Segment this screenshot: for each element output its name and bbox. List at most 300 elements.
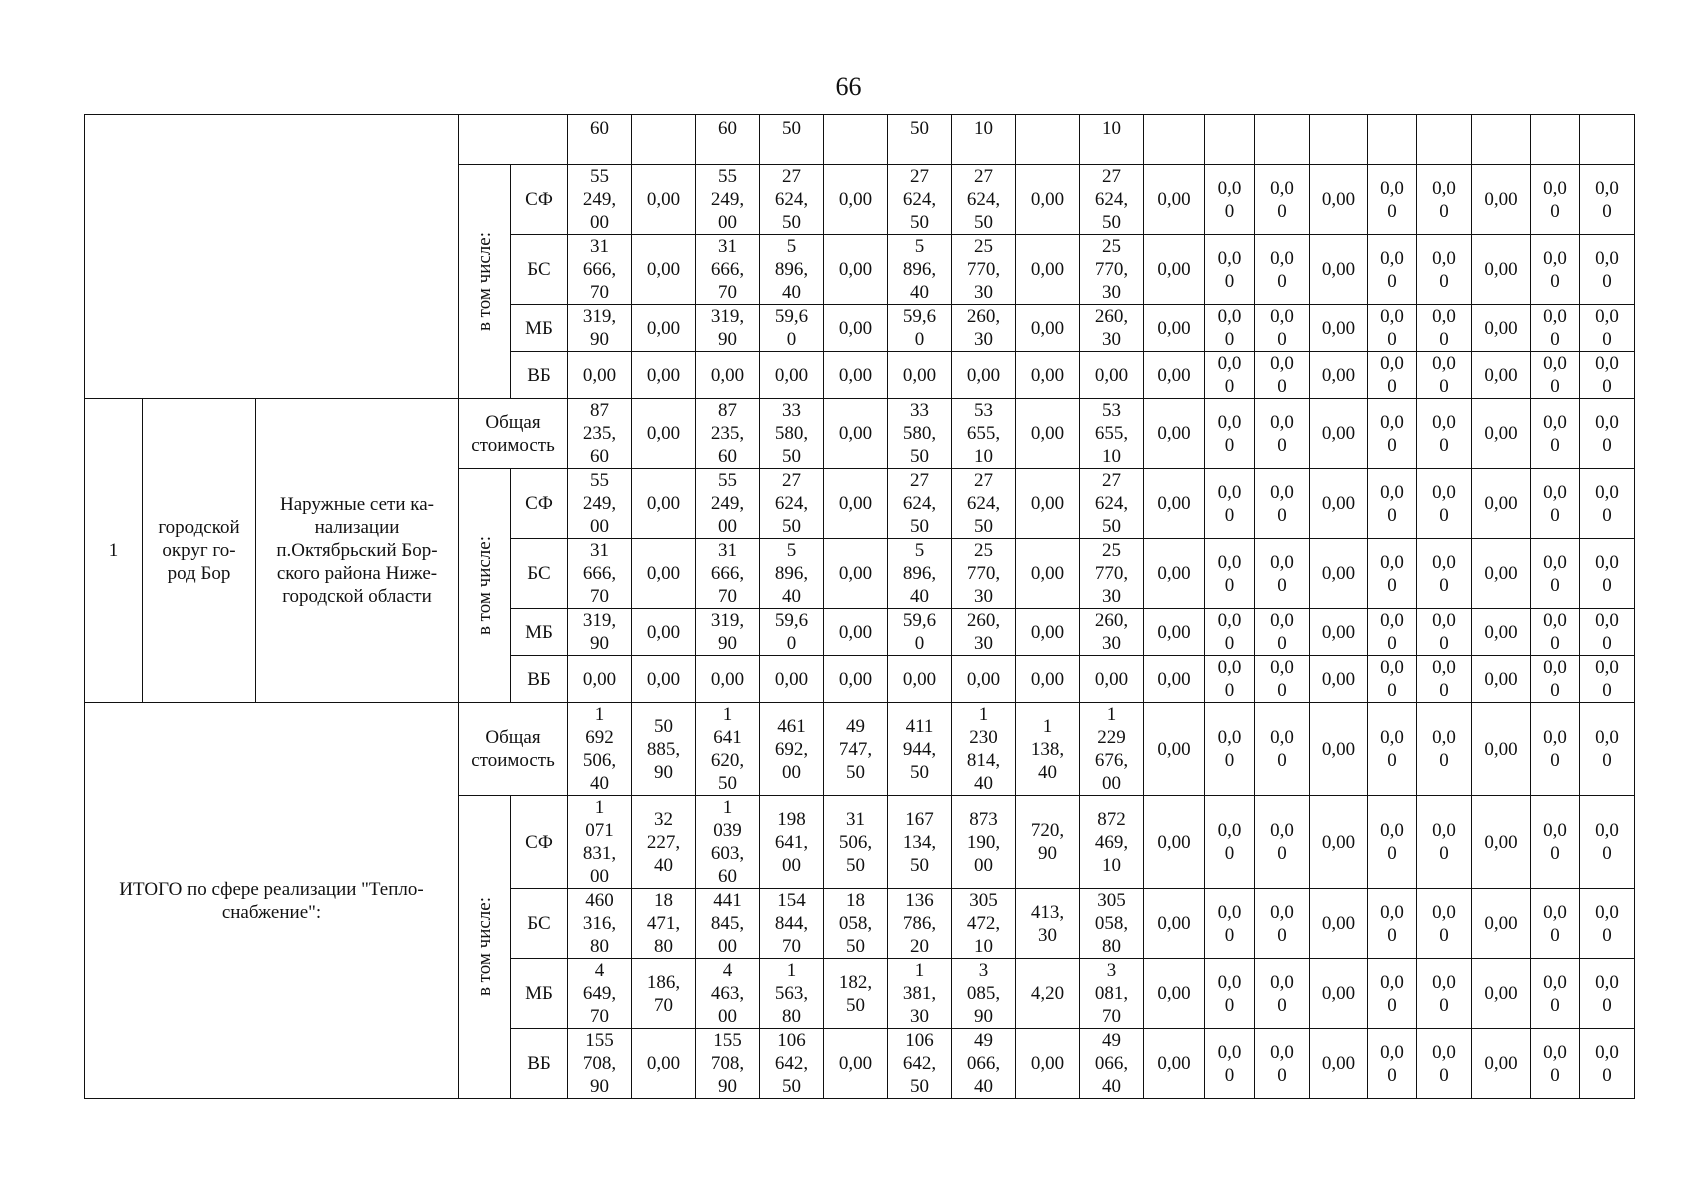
value-cell: 0,0 0 bbox=[1417, 352, 1472, 399]
value-cell: 1 381, 30 bbox=[888, 959, 952, 1029]
value-cell: 0,00 bbox=[1144, 796, 1205, 889]
value-cell: 0,0 0 bbox=[1580, 305, 1635, 352]
value-cell: 1 039 603, 60 bbox=[696, 796, 760, 889]
value-cell: 59,6 0 bbox=[888, 305, 952, 352]
funding-source-label: БС bbox=[511, 235, 568, 305]
value-cell: 87 235, 60 bbox=[696, 399, 760, 469]
value-cell: 0,00 bbox=[1472, 889, 1531, 959]
value-cell: 0,0 0 bbox=[1417, 889, 1472, 959]
municipality-name: городской округ го- род Бор bbox=[143, 399, 256, 703]
value-cell: 0,0 0 bbox=[1368, 165, 1417, 235]
value-cell: 0,0 0 bbox=[1580, 609, 1635, 656]
value-cell: 49 066, 40 bbox=[952, 1029, 1016, 1099]
value-cell: 0,0 0 bbox=[1580, 235, 1635, 305]
value-cell: 106 642, 50 bbox=[888, 1029, 952, 1099]
funding-source-label: БС bbox=[511, 539, 568, 609]
value-cell: 0,00 bbox=[1080, 352, 1144, 399]
value-cell: 0,0 0 bbox=[1531, 539, 1580, 609]
funding-source-label: ВБ bbox=[511, 352, 568, 399]
value-cell: 0,0 0 bbox=[1205, 165, 1255, 235]
value-cell: 0,0 0 bbox=[1255, 399, 1310, 469]
value-cell: 0,00 bbox=[1144, 399, 1205, 469]
value-cell: 0,0 0 bbox=[1368, 539, 1417, 609]
value-cell: 0,0 0 bbox=[1255, 165, 1310, 235]
value-cell: 0,0 0 bbox=[1580, 539, 1635, 609]
funding-source-label: МБ bbox=[511, 305, 568, 352]
value-cell: 0,00 bbox=[1144, 1029, 1205, 1099]
total-cost-label: Общая стоимость bbox=[459, 703, 568, 796]
value-cell: 0,00 bbox=[888, 352, 952, 399]
value-cell: 0,0 0 bbox=[1580, 656, 1635, 703]
value-cell: 319, 90 bbox=[696, 305, 760, 352]
funding-source-label: МБ bbox=[511, 959, 568, 1029]
value-cell: 1 138, 40 bbox=[1016, 703, 1080, 796]
value-cell: 0,0 0 bbox=[1417, 703, 1472, 796]
value-cell: 0,00 bbox=[1310, 235, 1368, 305]
value-cell: 0,0 0 bbox=[1531, 703, 1580, 796]
value-cell: 1 230 814, 40 bbox=[952, 703, 1016, 796]
value-cell: 0,0 0 bbox=[1205, 539, 1255, 609]
value-cell: 0,00 bbox=[824, 235, 888, 305]
value-cell: 0,0 0 bbox=[1368, 305, 1417, 352]
value-cell: 319, 90 bbox=[696, 609, 760, 656]
value-cell: 461 692, 00 bbox=[760, 703, 824, 796]
value-cell: 0,0 0 bbox=[1368, 703, 1417, 796]
value-cell: 25 770, 30 bbox=[952, 539, 1016, 609]
value-cell: 106 642, 50 bbox=[760, 1029, 824, 1099]
funding-source-label: СФ bbox=[511, 469, 568, 539]
value-cell: 0,00 bbox=[1016, 609, 1080, 656]
value-cell: 3 081, 70 bbox=[1080, 959, 1144, 1029]
value-cell: 0,0 0 bbox=[1255, 796, 1310, 889]
value-cell: 49 066, 40 bbox=[1080, 1029, 1144, 1099]
value-cell: 305 472, 10 bbox=[952, 889, 1016, 959]
value-cell: 0,00 bbox=[1310, 352, 1368, 399]
value-cell: 0,00 bbox=[632, 352, 696, 399]
value-cell bbox=[1255, 115, 1310, 165]
value-cell: 0,0 0 bbox=[1205, 609, 1255, 656]
value-cell: 33 580, 50 bbox=[760, 399, 824, 469]
value-cell: 0,00 bbox=[1144, 609, 1205, 656]
value-cell: 10 bbox=[1080, 115, 1144, 165]
value-cell: 0,0 0 bbox=[1531, 609, 1580, 656]
value-cell bbox=[1417, 115, 1472, 165]
in-total-vertical-label bbox=[459, 165, 511, 399]
value-cell: 0,00 bbox=[1310, 656, 1368, 703]
value-cell: 0,0 0 bbox=[1368, 399, 1417, 469]
value-cell bbox=[1472, 115, 1531, 165]
in-total-vertical-label bbox=[459, 796, 511, 1099]
value-cell: 18 471, 80 bbox=[632, 889, 696, 959]
value-cell: 50 bbox=[888, 115, 952, 165]
value-cell: 0,00 bbox=[824, 539, 888, 609]
value-cell: 0,00 bbox=[760, 656, 824, 703]
value-cell: 0,00 bbox=[1472, 609, 1531, 656]
value-cell: 0,00 bbox=[1310, 609, 1368, 656]
value-cell: 0,00 bbox=[1472, 469, 1531, 539]
value-cell: 0,0 0 bbox=[1531, 305, 1580, 352]
value-cell: 0,0 0 bbox=[1531, 165, 1580, 235]
vertical-text: в том числе: bbox=[474, 897, 495, 997]
value-cell: 0,00 bbox=[568, 352, 632, 399]
value-cell: 5 896, 40 bbox=[760, 235, 824, 305]
value-cell: 0,0 0 bbox=[1255, 352, 1310, 399]
value-cell: 0,0 0 bbox=[1368, 352, 1417, 399]
funding-source-label: СФ bbox=[511, 796, 568, 889]
total-cost-label: Общая стоимость bbox=[459, 399, 568, 469]
value-cell: 55 249, 00 bbox=[568, 469, 632, 539]
value-cell: 0,0 0 bbox=[1580, 399, 1635, 469]
value-cell: 0,0 0 bbox=[1368, 1029, 1417, 1099]
value-cell: 25 770, 30 bbox=[952, 235, 1016, 305]
value-cell: 0,00 bbox=[1144, 165, 1205, 235]
value-cell: 0,0 0 bbox=[1255, 539, 1310, 609]
value-cell: 4 649, 70 bbox=[568, 959, 632, 1029]
value-cell: 0,0 0 bbox=[1368, 796, 1417, 889]
value-cell: 0,0 0 bbox=[1255, 235, 1310, 305]
value-cell: 0,0 0 bbox=[1580, 796, 1635, 889]
value-cell: 4,20 bbox=[1016, 959, 1080, 1029]
value-cell: 59,6 0 bbox=[760, 305, 824, 352]
value-cell: 0,0 0 bbox=[1531, 399, 1580, 469]
funding-source-label: БС bbox=[511, 889, 568, 959]
value-cell: 155 708, 90 bbox=[568, 1029, 632, 1099]
value-cell: 33 580, 50 bbox=[888, 399, 952, 469]
value-cell bbox=[1205, 115, 1255, 165]
value-cell: 0,00 bbox=[1472, 703, 1531, 796]
value-cell: 260, 30 bbox=[952, 609, 1016, 656]
value-cell: 0,00 bbox=[632, 235, 696, 305]
value-cell: 0,0 0 bbox=[1255, 609, 1310, 656]
value-cell: 0,00 bbox=[1472, 165, 1531, 235]
value-cell: 0,0 0 bbox=[1417, 796, 1472, 889]
value-cell: 0,0 0 bbox=[1531, 889, 1580, 959]
value-cell: 31 666, 70 bbox=[568, 235, 632, 305]
value-cell: 186, 70 bbox=[632, 959, 696, 1029]
value-cell: 0,00 bbox=[824, 609, 888, 656]
empty-label-cell bbox=[459, 115, 568, 165]
value-cell: 167 134, 50 bbox=[888, 796, 952, 889]
value-cell: 27 624, 50 bbox=[760, 165, 824, 235]
value-cell: 27 624, 50 bbox=[1080, 469, 1144, 539]
value-cell: 0,0 0 bbox=[1417, 165, 1472, 235]
value-cell: 155 708, 90 bbox=[696, 1029, 760, 1099]
value-cell: 0,0 0 bbox=[1255, 1029, 1310, 1099]
value-cell: 27 624, 50 bbox=[952, 469, 1016, 539]
value-cell: 0,00 bbox=[696, 352, 760, 399]
value-cell: 0,0 0 bbox=[1531, 796, 1580, 889]
value-cell: 0,00 bbox=[1080, 656, 1144, 703]
value-cell: 305 058, 80 bbox=[1080, 889, 1144, 959]
value-cell: 55 249, 00 bbox=[568, 165, 632, 235]
value-cell: 720, 90 bbox=[1016, 796, 1080, 889]
value-cell: 0,00 bbox=[824, 305, 888, 352]
empty-header-cell bbox=[85, 115, 459, 399]
value-cell: 0,0 0 bbox=[1580, 352, 1635, 399]
value-cell: 0,00 bbox=[1016, 399, 1080, 469]
value-cell: 0,0 0 bbox=[1531, 656, 1580, 703]
value-cell: 0,00 bbox=[632, 469, 696, 539]
funding-source-label: ВБ bbox=[511, 656, 568, 703]
value-cell: 0,00 bbox=[1016, 235, 1080, 305]
value-cell bbox=[1144, 115, 1205, 165]
value-cell: 0,00 bbox=[632, 305, 696, 352]
object-name: Наружные сети ка- нализации п.Октябрьский Бор- ского района Ниже- городской области bbox=[256, 399, 459, 703]
value-cell bbox=[824, 115, 888, 165]
value-cell: 0,0 0 bbox=[1417, 656, 1472, 703]
value-cell: 1 563, 80 bbox=[760, 959, 824, 1029]
value-cell: 0,0 0 bbox=[1368, 609, 1417, 656]
value-cell: 0,00 bbox=[1144, 235, 1205, 305]
value-cell: 0,0 0 bbox=[1531, 235, 1580, 305]
value-cell: 0,0 0 bbox=[1205, 469, 1255, 539]
value-cell: 3 085, 90 bbox=[952, 959, 1016, 1029]
value-cell: 0,0 0 bbox=[1580, 469, 1635, 539]
value-cell: 5 896, 40 bbox=[888, 539, 952, 609]
value-cell: 0,00 bbox=[1472, 235, 1531, 305]
value-cell: 260, 30 bbox=[1080, 305, 1144, 352]
value-cell: 0,0 0 bbox=[1531, 352, 1580, 399]
funding-source-label: МБ bbox=[511, 609, 568, 656]
value-cell: 0,00 bbox=[1310, 539, 1368, 609]
value-cell: 0,0 0 bbox=[1417, 235, 1472, 305]
value-cell: 87 235, 60 bbox=[568, 399, 632, 469]
grand-total-label: ИТОГО по сфере реализации "Тепло- снабжение": bbox=[85, 703, 459, 1099]
value-cell bbox=[1580, 115, 1635, 165]
value-cell: 0,0 0 bbox=[1417, 399, 1472, 469]
value-cell: 0,0 0 bbox=[1531, 469, 1580, 539]
value-cell: 5 896, 40 bbox=[888, 235, 952, 305]
value-cell: 31 666, 70 bbox=[568, 539, 632, 609]
value-cell: 0,00 bbox=[1472, 656, 1531, 703]
value-cell: 0,00 bbox=[1310, 165, 1368, 235]
value-cell: 0,00 bbox=[1310, 1029, 1368, 1099]
value-cell: 1 641 620, 50 bbox=[696, 703, 760, 796]
value-cell: 0,00 bbox=[888, 656, 952, 703]
value-cell: 319, 90 bbox=[568, 305, 632, 352]
value-cell: 0,00 bbox=[1310, 469, 1368, 539]
value-cell: 0,00 bbox=[1472, 352, 1531, 399]
value-cell: 27 624, 50 bbox=[888, 165, 952, 235]
value-cell: 0,00 bbox=[1144, 352, 1205, 399]
value-cell: 0,0 0 bbox=[1205, 656, 1255, 703]
value-cell: 60 bbox=[696, 115, 760, 165]
value-cell: 0,0 0 bbox=[1417, 539, 1472, 609]
value-cell: 441 845, 00 bbox=[696, 889, 760, 959]
value-cell: 0,0 0 bbox=[1205, 352, 1255, 399]
value-cell: 0,00 bbox=[1144, 469, 1205, 539]
value-cell: 0,00 bbox=[696, 656, 760, 703]
table-body bbox=[85, 115, 1635, 1099]
value-cell: 31 506, 50 bbox=[824, 796, 888, 889]
value-cell: 873 190, 00 bbox=[952, 796, 1016, 889]
value-cell: 0,0 0 bbox=[1417, 469, 1472, 539]
value-cell: 0,0 0 bbox=[1368, 469, 1417, 539]
value-cell: 0,00 bbox=[760, 352, 824, 399]
value-cell: 0,0 0 bbox=[1255, 305, 1310, 352]
item-number: 1 bbox=[85, 399, 143, 703]
value-cell: 0,00 bbox=[1472, 399, 1531, 469]
value-cell bbox=[1310, 115, 1368, 165]
value-cell: 0,00 bbox=[1472, 959, 1531, 1029]
value-cell: 0,00 bbox=[1144, 703, 1205, 796]
value-cell: 55 249, 00 bbox=[696, 469, 760, 539]
value-cell: 0,0 0 bbox=[1255, 703, 1310, 796]
value-cell: 0,00 bbox=[1144, 959, 1205, 1029]
vertical-text: в том числе: bbox=[474, 535, 495, 636]
value-cell: 0,00 bbox=[824, 399, 888, 469]
value-cell: 31 666, 70 bbox=[696, 235, 760, 305]
value-cell: 0,0 0 bbox=[1205, 796, 1255, 889]
value-cell: 0,0 0 bbox=[1580, 703, 1635, 796]
value-cell: 0,00 bbox=[568, 656, 632, 703]
value-cell: 0,00 bbox=[1016, 539, 1080, 609]
value-cell: 0,00 bbox=[1144, 889, 1205, 959]
value-cell: 0,0 0 bbox=[1205, 399, 1255, 469]
value-cell: 0,0 0 bbox=[1531, 959, 1580, 1029]
value-cell bbox=[632, 115, 696, 165]
value-cell: 49 747, 50 bbox=[824, 703, 888, 796]
table-row bbox=[85, 115, 1635, 165]
page-number: 66 bbox=[835, 72, 862, 101]
value-cell: 413, 30 bbox=[1016, 889, 1080, 959]
value-cell: 0,00 bbox=[824, 165, 888, 235]
value-cell: 0,0 0 bbox=[1205, 1029, 1255, 1099]
value-cell: 0,00 bbox=[1016, 352, 1080, 399]
value-cell: 25 770, 30 bbox=[1080, 235, 1144, 305]
value-cell: 260, 30 bbox=[952, 305, 1016, 352]
budget-table bbox=[84, 114, 1635, 1099]
value-cell: 27 624, 50 bbox=[760, 469, 824, 539]
value-cell: 55 249, 00 bbox=[696, 165, 760, 235]
value-cell: 0,00 bbox=[1016, 165, 1080, 235]
in-total-vertical-label bbox=[459, 469, 511, 703]
value-cell bbox=[1531, 115, 1580, 165]
value-cell: 0,0 0 bbox=[1255, 959, 1310, 1029]
value-cell: 0,0 0 bbox=[1417, 305, 1472, 352]
value-cell: 0,0 0 bbox=[1205, 235, 1255, 305]
value-cell: 1 692 506, 40 bbox=[568, 703, 632, 796]
value-cell: 0,00 bbox=[1472, 539, 1531, 609]
value-cell: 0,0 0 bbox=[1255, 469, 1310, 539]
value-cell: 0,00 bbox=[1016, 469, 1080, 539]
value-cell: 53 655, 10 bbox=[952, 399, 1016, 469]
value-cell: 411 944, 50 bbox=[888, 703, 952, 796]
value-cell: 0,00 bbox=[632, 656, 696, 703]
value-cell: 872 469, 10 bbox=[1080, 796, 1144, 889]
value-cell: 0,00 bbox=[824, 469, 888, 539]
value-cell: 0,0 0 bbox=[1368, 959, 1417, 1029]
value-cell: 60 bbox=[568, 115, 632, 165]
value-cell: 182, 50 bbox=[824, 959, 888, 1029]
value-cell: 319, 90 bbox=[568, 609, 632, 656]
value-cell bbox=[1016, 115, 1080, 165]
value-cell: 0,00 bbox=[952, 656, 1016, 703]
value-cell: 460 316, 80 bbox=[568, 889, 632, 959]
value-cell: 0,00 bbox=[1310, 399, 1368, 469]
value-cell: 32 227, 40 bbox=[632, 796, 696, 889]
value-cell: 0,0 0 bbox=[1205, 959, 1255, 1029]
value-cell: 0,0 0 bbox=[1531, 1029, 1580, 1099]
value-cell: 0,00 bbox=[632, 1029, 696, 1099]
value-cell: 0,0 0 bbox=[1417, 1029, 1472, 1099]
value-cell: 0,00 bbox=[1472, 796, 1531, 889]
value-cell: 0,0 0 bbox=[1205, 889, 1255, 959]
table-row bbox=[85, 703, 1635, 796]
value-cell: 0,0 0 bbox=[1580, 165, 1635, 235]
value-cell: 27 624, 50 bbox=[888, 469, 952, 539]
value-cell: 25 770, 30 bbox=[1080, 539, 1144, 609]
value-cell: 0,0 0 bbox=[1368, 889, 1417, 959]
value-cell: 0,00 bbox=[1310, 703, 1368, 796]
value-cell: 0,00 bbox=[1310, 305, 1368, 352]
value-cell: 0,0 0 bbox=[1205, 703, 1255, 796]
value-cell: 260, 30 bbox=[1080, 609, 1144, 656]
vertical-text: в том числе: bbox=[474, 231, 495, 332]
value-cell: 0,00 bbox=[1144, 539, 1205, 609]
value-cell: 0,0 0 bbox=[1580, 1029, 1635, 1099]
value-cell: 0,00 bbox=[1310, 959, 1368, 1029]
value-cell: 0,00 bbox=[632, 399, 696, 469]
value-cell: 0,00 bbox=[1472, 305, 1531, 352]
value-cell: 18 058, 50 bbox=[824, 889, 888, 959]
value-cell: 0,0 0 bbox=[1205, 305, 1255, 352]
value-cell: 0,00 bbox=[1310, 796, 1368, 889]
value-cell bbox=[1368, 115, 1417, 165]
value-cell: 0,00 bbox=[1144, 305, 1205, 352]
table-row bbox=[85, 399, 1635, 469]
value-cell: 27 624, 50 bbox=[1080, 165, 1144, 235]
value-cell: 1 071 831, 00 bbox=[568, 796, 632, 889]
value-cell: 50 885, 90 bbox=[632, 703, 696, 796]
value-cell: 0,0 0 bbox=[1255, 889, 1310, 959]
value-cell: 31 666, 70 bbox=[696, 539, 760, 609]
value-cell: 0,00 bbox=[1310, 889, 1368, 959]
value-cell: 0,00 bbox=[632, 609, 696, 656]
value-cell: 0,00 bbox=[632, 165, 696, 235]
value-cell: 0,0 0 bbox=[1368, 235, 1417, 305]
value-cell: 0,00 bbox=[1472, 1029, 1531, 1099]
value-cell: 4 463, 00 bbox=[696, 959, 760, 1029]
value-cell: 59,6 0 bbox=[888, 609, 952, 656]
value-cell: 0,0 0 bbox=[1580, 959, 1635, 1029]
value-cell: 136 786, 20 bbox=[888, 889, 952, 959]
value-cell: 0,00 bbox=[1016, 1029, 1080, 1099]
value-cell: 0,00 bbox=[824, 1029, 888, 1099]
value-cell: 0,00 bbox=[1016, 305, 1080, 352]
value-cell: 0,00 bbox=[824, 352, 888, 399]
value-cell: 5 896, 40 bbox=[760, 539, 824, 609]
value-cell: 50 bbox=[760, 115, 824, 165]
value-cell: 1 229 676, 00 bbox=[1080, 703, 1144, 796]
funding-source-label: ВБ bbox=[511, 1029, 568, 1099]
value-cell: 0,0 0 bbox=[1580, 889, 1635, 959]
value-cell: 0,0 0 bbox=[1417, 959, 1472, 1029]
value-cell: 0,00 bbox=[1144, 656, 1205, 703]
value-cell: 10 bbox=[952, 115, 1016, 165]
value-cell: 0,0 0 bbox=[1417, 609, 1472, 656]
value-cell: 0,00 bbox=[824, 656, 888, 703]
value-cell: 198 641, 00 bbox=[760, 796, 824, 889]
funding-source-label: СФ bbox=[511, 165, 568, 235]
value-cell: 0,0 0 bbox=[1368, 656, 1417, 703]
value-cell: 0,0 0 bbox=[1255, 656, 1310, 703]
value-cell: 59,6 0 bbox=[760, 609, 824, 656]
value-cell: 27 624, 50 bbox=[952, 165, 1016, 235]
value-cell: 154 844, 70 bbox=[760, 889, 824, 959]
value-cell: 53 655, 10 bbox=[1080, 399, 1144, 469]
value-cell: 0,00 bbox=[1016, 656, 1080, 703]
